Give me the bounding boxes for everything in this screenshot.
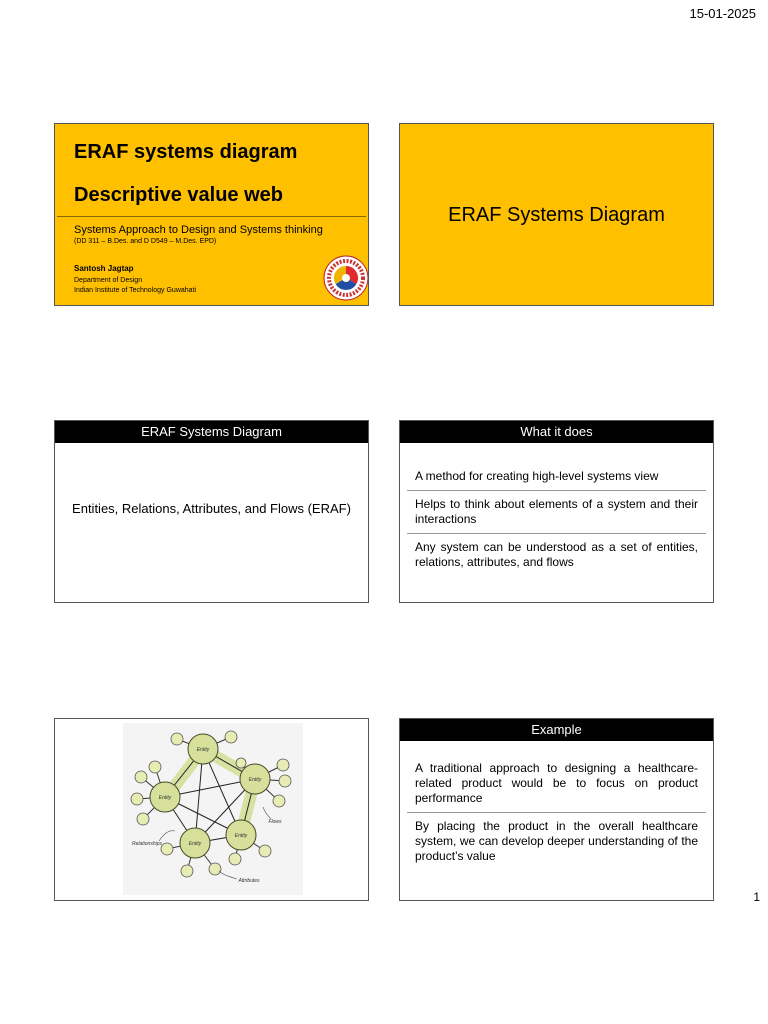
slide-what-it-does bbox=[399, 420, 714, 603]
title-divider bbox=[57, 216, 366, 217]
relationships-label: Relationships bbox=[131, 841, 163, 847]
bullet-item: By placing the product in the overall healthcare system, we can develop deeper understanding of the product’s value bbox=[407, 812, 706, 870]
course-title: Systems Approach to Design and Systems thinking bbox=[74, 224, 323, 236]
slide-eraf-diagram bbox=[54, 718, 369, 901]
slide-title-line1: ERAF systems diagram bbox=[74, 141, 298, 163]
slide-title bbox=[54, 123, 369, 306]
bullet-item: Helps to think about elements of a system and their interactions bbox=[407, 490, 706, 533]
eraf-network-diagram bbox=[55, 719, 369, 901]
section-title: ERAF Systems Diagram bbox=[448, 204, 665, 226]
bullet-list bbox=[407, 463, 706, 576]
page-number: 1 bbox=[753, 890, 760, 904]
attributes-label: Attributes bbox=[238, 878, 260, 884]
bullet-list bbox=[407, 755, 706, 870]
slide-example bbox=[399, 718, 714, 901]
slide-section-title bbox=[399, 123, 714, 306]
entity-label: Entity bbox=[248, 777, 262, 783]
slide-header: What it does bbox=[400, 421, 713, 443]
entity-label: Entity bbox=[196, 747, 210, 753]
entity-label: Entity bbox=[234, 833, 248, 839]
flows-label: Flows bbox=[268, 819, 282, 825]
course-codes: (DD 311 – B.Des. and D D549 – M.Des. EPD) bbox=[74, 238, 217, 245]
author-department: Department of Design bbox=[74, 277, 143, 284]
bullet-item: Any system can be understood as a set of entities, relations, attributes, and flows bbox=[407, 533, 706, 576]
slide-header: Example bbox=[400, 719, 713, 741]
slide-title-line2: Descriptive value web bbox=[74, 184, 283, 206]
handout-date: 15-01-2025 bbox=[689, 6, 756, 21]
institute-logo-icon bbox=[323, 255, 369, 301]
slide-header: ERAF Systems Diagram bbox=[55, 421, 368, 443]
author-name: Santosh Jagtap bbox=[74, 264, 134, 273]
entity-label: Entity bbox=[158, 795, 172, 801]
bullet-item: A traditional approach to designing a healthcare-related product would be to focus on product performance bbox=[415, 761, 698, 805]
slide-body-text: Entities, Relations, Attributes, and Flows (ERAF) bbox=[72, 501, 351, 516]
bullet-item: A method for creating high-level systems view bbox=[415, 469, 659, 483]
author-institute: Indian Institute of Technology Guwahati bbox=[74, 287, 197, 294]
entity-label: Entity bbox=[188, 841, 202, 847]
slide-eraf-definition bbox=[54, 420, 369, 603]
